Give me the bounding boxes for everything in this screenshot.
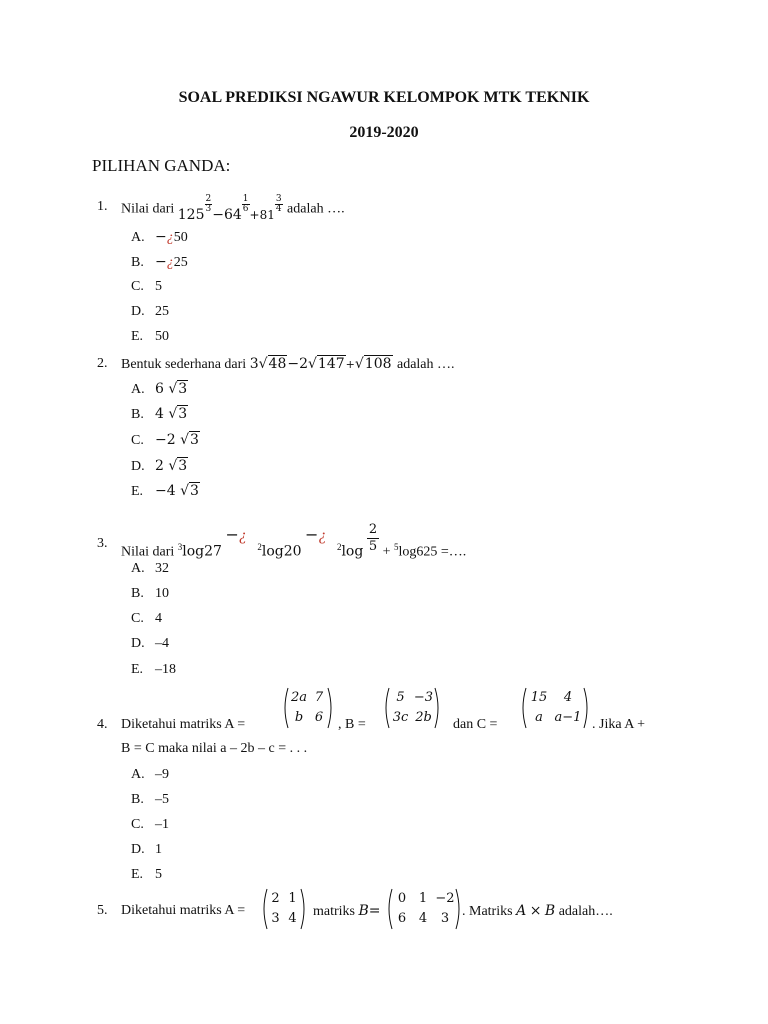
document-year: 2019-2020 (349, 124, 419, 141)
q4-option-c: C. –1 (131, 817, 169, 832)
glyph-mark: ¿ (166, 255, 174, 270)
question-1-text (121, 194, 345, 223)
question-3-text: Nilai dari $^3$log27 −¿ $^2$log20 −¿ $^2$log $\frac{2}{5}$ + $^5$log625 =…. (121, 522, 467, 560)
matrix-a: 2a 7 b 6 (282, 687, 334, 729)
question-4-tail: . Jika A + (592, 717, 646, 732)
question-4-prefix: Diketahui matriks A = (121, 717, 246, 732)
question-2-text: Bentuk sederhana dari 3√48−2√147+√108 adalah …. (121, 356, 455, 372)
question-4-number: 4. (97, 717, 108, 732)
q4-option-e: E. 5 (131, 867, 162, 882)
q3-option-b: B. 10 (131, 586, 169, 601)
q5-matrix-a: 2 1 3 4 (261, 888, 307, 930)
q3-option-a: A. 32 (131, 561, 169, 576)
question-5-prefix: Diketahui matriks A = (121, 903, 246, 918)
sqrt-48: √48 (258, 356, 287, 372)
q4-option-d: D. 1 (131, 842, 162, 857)
q3-option-d: D. –4 (131, 636, 169, 651)
section-heading: PILIHAN GANDA: (92, 156, 231, 175)
q1-option-d: D. 25 (131, 304, 169, 319)
q2-option-b: B. 4 √3 (131, 406, 188, 422)
q4-option-b: B. –5 (131, 792, 169, 807)
q2-option-e: E. −4 √3 (131, 483, 199, 499)
term-81: +81 (249, 207, 275, 222)
q1-option-e: E. 50 (131, 329, 169, 344)
q5-matrix-b: 0 1 −2 6 4 3 (386, 888, 462, 930)
q2-option-c: C. −2 √3 (131, 432, 199, 448)
question-5-mid: matriks B= (313, 903, 381, 919)
q1-option-c: C. 5 (131, 279, 162, 294)
q4-option-a: A. –9 (131, 767, 169, 782)
question-1-expression (177, 194, 287, 223)
sep-c: dan C = (453, 717, 498, 732)
term-64: −64 (212, 206, 242, 223)
q2-option-a: A. 6 √3 (131, 381, 188, 397)
sqrt-108: √108 (354, 356, 392, 372)
q3-option-e: E. –18 (131, 662, 176, 677)
question-4-line2: B = C maka nilai a – 2b – c = . . . (121, 741, 308, 756)
question-1-number: 1. (97, 199, 108, 214)
q2-option-d: D. 2 √3 (131, 458, 188, 474)
sep-b: , B = (338, 717, 366, 732)
exponent-2: $\frac{1}{6}$ (242, 194, 249, 214)
question-5-number: 5. (97, 903, 108, 918)
question-5-tail: . Matriks A × B adalah…. (462, 903, 613, 919)
document-title: SOAL PREDIKSI NGAWUR KELOMPOK MTK TEKNIK (178, 89, 590, 106)
q1-option-b: B. −¿25 (131, 254, 188, 270)
question-1-suffix: adalah …. (287, 201, 345, 217)
q1-option-a: A. −¿50 (131, 229, 188, 245)
question-1-prefix: Nilai dari (121, 201, 175, 217)
glyph-mark: ¿ (166, 230, 174, 245)
base-125: 125 (177, 206, 205, 223)
question-2-number: 2. (97, 356, 108, 371)
matrix-c: 15 4 a a−1 (520, 687, 590, 729)
matrix-b: 5 −3 3c 2b (383, 687, 441, 729)
question-2-expression: 3√48−2√147+√108 (249, 356, 392, 372)
exponent-1: $\frac{2}{3}$ (205, 194, 212, 214)
sqrt-147: √147 (308, 356, 345, 372)
fraction-2-5: $\frac{2}{5}$ (368, 522, 378, 554)
question-3-number: 3. (97, 536, 108, 551)
exponent-3: $\frac{3}{4}$ (275, 194, 282, 214)
q3-option-c: C. 4 (131, 611, 162, 626)
